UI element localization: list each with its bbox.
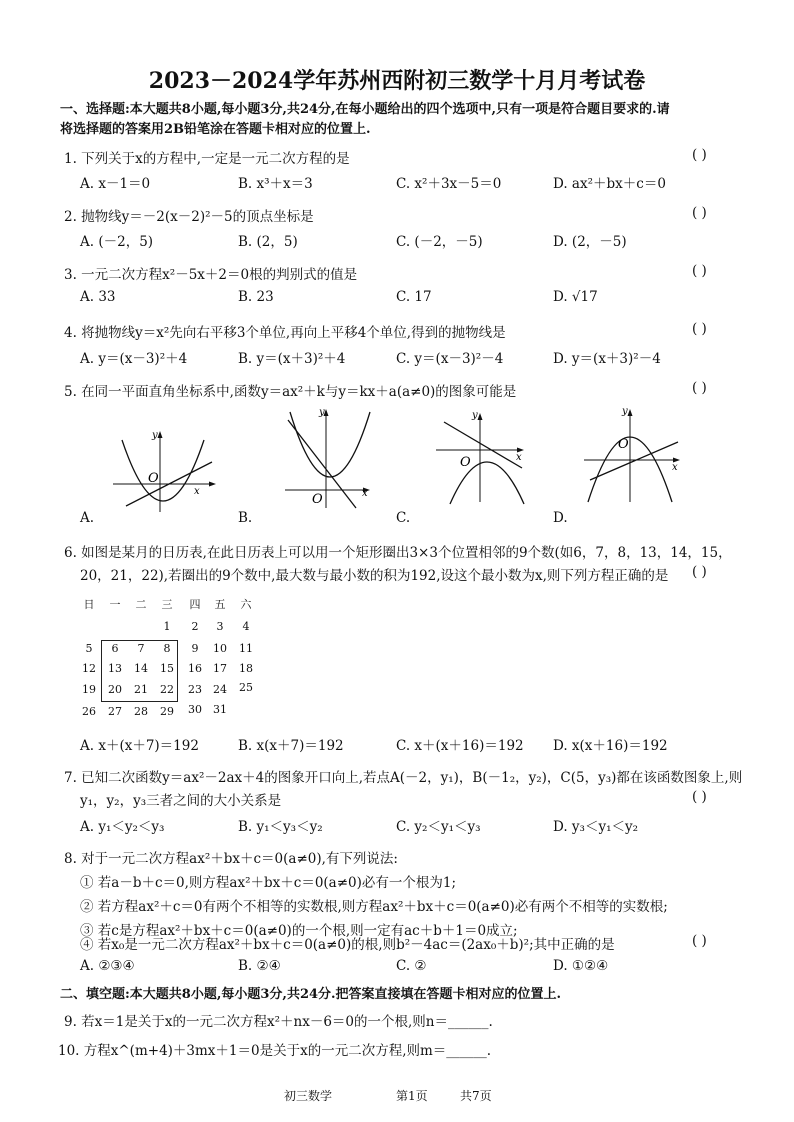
calendar-day: 27 (108, 705, 122, 718)
q6-answer-paren: ( ) (692, 564, 707, 580)
q5-graph-d (580, 402, 685, 507)
q4-option-b: B. y＝(x＋3)²＋4 (238, 351, 346, 367)
calendar-day: 26 (82, 705, 96, 718)
q8-option-b: B. ②④ (238, 958, 281, 974)
calendar-day: 8 (163, 642, 171, 655)
y-axis-arrow (158, 431, 163, 438)
q6-stem-line1: 6. 如图是某月的日历表,在此日历表上可以用一个矩形圈出3×3个位置相邻的9个数(如6，7，8，13，14，15， (64, 545, 732, 561)
section-2-heading: 二、填空题:本大题共8小题,每小题3分,共24分.把答案直接填在答题卡相对应的位置上. (60, 987, 562, 1002)
q6-option-a: A. x＋(x＋7)＝192 (80, 738, 199, 754)
calendar-weekday: 二 (135, 598, 147, 611)
q5-option-d: D. (553, 510, 568, 526)
x-label: x (672, 462, 678, 473)
q8-stem: 8. 对于一元二次方程ax²＋bx＋c＝0(a≠0),有下列说法: (64, 851, 398, 867)
q3-answer-paren: ( ) (692, 263, 707, 279)
section-1-heading (60, 100, 750, 140)
calendar-day: 6 (111, 642, 119, 655)
q1-answer-paren: ( ) (692, 147, 707, 163)
y-axis-arrow (478, 413, 483, 420)
q1-option-c: C. x²＋3x－5＝0 (396, 176, 502, 192)
y-label: y (152, 430, 158, 441)
calendar-day: 11 (239, 642, 253, 655)
q5-option-a: A. (80, 510, 95, 526)
q2-answer-paren: ( ) (692, 205, 707, 221)
calendar-day: 28 (134, 705, 148, 718)
q4-option-d: D. y＝(x＋3)²－4 (553, 351, 661, 367)
q6-option-d: D. x(x＋16)＝192 (553, 738, 668, 754)
q2-stem: 2. 抛物线y＝－2(x－2)²－5的顶点坐标是 (64, 209, 314, 225)
page-title: 2023－2024学年苏州西附初三数学十月月考试卷 (148, 68, 646, 94)
q5-answer-paren: ( ) (692, 380, 707, 396)
calendar-weekday: 一 (109, 598, 121, 611)
q5-option-b: B. (238, 510, 253, 526)
q7-option-c: C. y₂＜y₁＜y₃ (396, 819, 481, 835)
calendar-day: 7 (137, 642, 145, 655)
section-1-heading-line2: 将选择题的答案用2B铅笔涂在答题卡相对应的位置上. (60, 122, 371, 137)
x-axis-arrow (209, 482, 216, 487)
q8-statement-2: ② 若方程ax²＋c＝0有两个不相等的实数根,则方程ax²＋bx＋c＝0(a≠0)必有两个不相等的实数根; (80, 899, 668, 915)
calendar-weekday: 六 (240, 598, 252, 611)
q6-option-b: B. x(x＋7)＝192 (238, 738, 344, 754)
q10-stem: 10. 方程x^(m+4)＋3mx＋1＝0是关于x的一元二次方程,则m＝______. (58, 1043, 492, 1059)
q5-graph-a (108, 422, 223, 517)
q5-graph-c (432, 406, 532, 506)
q2-option-b: B. (2，5) (238, 234, 298, 250)
q7-option-b: B. y₁＜y₃＜y₂ (238, 819, 323, 835)
q6-stem-line2: 20，21，22),若圈出的9个数中,最大数与最小数的积为192,设这个最小数为x,则下列方程正确的是 (80, 568, 669, 584)
q7-option-d: D. y₃＜y₁＜y₂ (553, 819, 639, 835)
q5-stem: 5. 在同一平面直角坐标系中,函数y＝ax²＋k与y＝kx＋a(a≠0)的图象可能是 (64, 384, 517, 400)
q1-option-b: B. x³＋x＝3 (238, 176, 313, 192)
y-label: y (472, 410, 478, 421)
section-1-heading-line1: 一、选择题:本大题共8小题,每小题3分,共24分,在每小题给出的四个选项中,只有一项是符合题目要求的.请 (60, 102, 670, 117)
calendar-day: 15 (160, 662, 174, 675)
q8-option-a: A. ②③④ (80, 958, 135, 974)
parabola (290, 412, 370, 477)
calendar-weekday: 日 (83, 598, 95, 611)
calendar-day: 12 (82, 662, 96, 675)
calendar-day: 19 (82, 683, 96, 696)
q2-option-c: C. (－2，－5) (396, 234, 483, 250)
calendar-weekday: 四 (189, 598, 201, 611)
origin-label: O (618, 437, 629, 452)
calendar-day: 17 (213, 662, 227, 675)
calendar-day: 1 (163, 620, 171, 633)
q4-stem: 4. 将抛物线y＝x²先向右平移3个单位,再向上平移4个单位,得到的抛物线是 (64, 325, 506, 341)
q8-answer-paren: ( ) (692, 933, 707, 949)
calendar-day: 4 (242, 620, 250, 633)
parabola (122, 440, 204, 501)
q4-option-a: A. y＝(x－3)²＋4 (80, 351, 188, 367)
q3-option-c: C. 17 (396, 289, 432, 305)
calendar-day: 31 (213, 703, 227, 716)
q3-option-b: B. 23 (238, 289, 274, 305)
line (444, 422, 522, 468)
q8-option-c: C. ② (396, 958, 427, 974)
q7-stem-line2: y₁，y₂，y₃三者之间的大小关系是 (80, 793, 282, 809)
y-label: y (319, 407, 325, 418)
origin-label: O (312, 492, 323, 507)
calendar-day: 14 (134, 662, 148, 675)
q5-graph-b (280, 402, 380, 512)
calendar-day: 30 (188, 703, 202, 716)
y-label: y (622, 406, 628, 417)
footer-subject: 初三数学 (284, 1089, 333, 1103)
calendar-day: 23 (188, 683, 202, 696)
calendar-day: 20 (108, 683, 122, 696)
q8-option-d: D. ①②④ (553, 958, 609, 974)
calendar-weekday: 五 (214, 598, 226, 611)
q7-stem-line1: 7. 已知二次函数y＝ax²－2ax＋4的图象开口向上,若点A(－2，y₁)，B(－1₂，y₂)，C(5，y₃)都在该函数图象上,则 (64, 770, 743, 786)
q3-option-a: A. 33 (80, 289, 116, 305)
q8-statement-4: ④ 若x₀是一元二次方程ax²＋bx＋c＝0(a≠0)的根,则b²－4ac＝(2ax₀＋b)²;其中正确的是 (80, 937, 615, 953)
x-label: x (516, 452, 522, 463)
q5-option-c: C. (396, 510, 411, 526)
calendar-day: 22 (160, 683, 174, 696)
calendar-day: 13 (108, 662, 122, 675)
q2-option-d: D. (2，－5) (553, 234, 627, 250)
footer-page: 第1页 (396, 1089, 428, 1103)
calendar-day: 29 (160, 705, 174, 718)
q7-option-a: A. y₁＜y₂＜y₃ (80, 819, 165, 835)
origin-label: O (148, 471, 159, 486)
q7-answer-paren: ( ) (692, 789, 707, 805)
calendar-day: 18 (239, 662, 253, 675)
q9-stem: 9. 若x＝1是关于x的一元二次方程x²＋nx－6＝0的一个根,则n＝______. (64, 1014, 493, 1030)
q4-answer-paren: ( ) (692, 321, 707, 337)
calendar-day: 24 (213, 683, 227, 696)
q8-statement-3: ③ 若c是方程ax²＋bx＋c＝0(a≠0)的一个根,则一定有ac＋b＋1＝0成立; (80, 923, 518, 939)
q3-option-d: D. √17 (553, 289, 598, 305)
x-label: x (362, 488, 368, 499)
calendar-day: 3 (216, 620, 224, 633)
line (590, 442, 678, 480)
y-axis-arrow (628, 409, 633, 416)
calendar-day: 10 (213, 642, 227, 655)
calendar-day: 5 (85, 642, 93, 655)
origin-label: O (460, 455, 471, 470)
q1-stem: 1. 下列关于x的方程中,一定是一元二次方程的是 (64, 151, 350, 167)
q2-option-a: A. (－2，5) (80, 234, 154, 250)
q3-stem: 3. 一元二次方程x²－5x＋2＝0根的判别式的值是 (64, 267, 358, 283)
calendar-day: 25 (239, 681, 253, 694)
q4-option-c: C. y＝(x－3)²－4 (396, 351, 504, 367)
calendar-day: 2 (191, 620, 199, 633)
calendar-day: 21 (134, 683, 148, 696)
calendar-weekday: 三 (161, 598, 173, 611)
calendar-day: 9 (191, 642, 199, 655)
footer-total: 共7页 (460, 1089, 492, 1103)
q8-statement-1: ① 若a－b＋c＝0,则方程ax²＋bx＋c＝0(a≠0)必有一个根为1; (80, 875, 457, 891)
x-label: x (194, 486, 200, 497)
q1-option-d: D. ax²＋bx＋c＝0 (553, 176, 666, 192)
calendar-day: 16 (188, 662, 202, 675)
q6-option-c: C. x＋(x＋16)＝192 (396, 738, 524, 754)
q1-option-a: A. x－1＝0 (80, 176, 151, 192)
